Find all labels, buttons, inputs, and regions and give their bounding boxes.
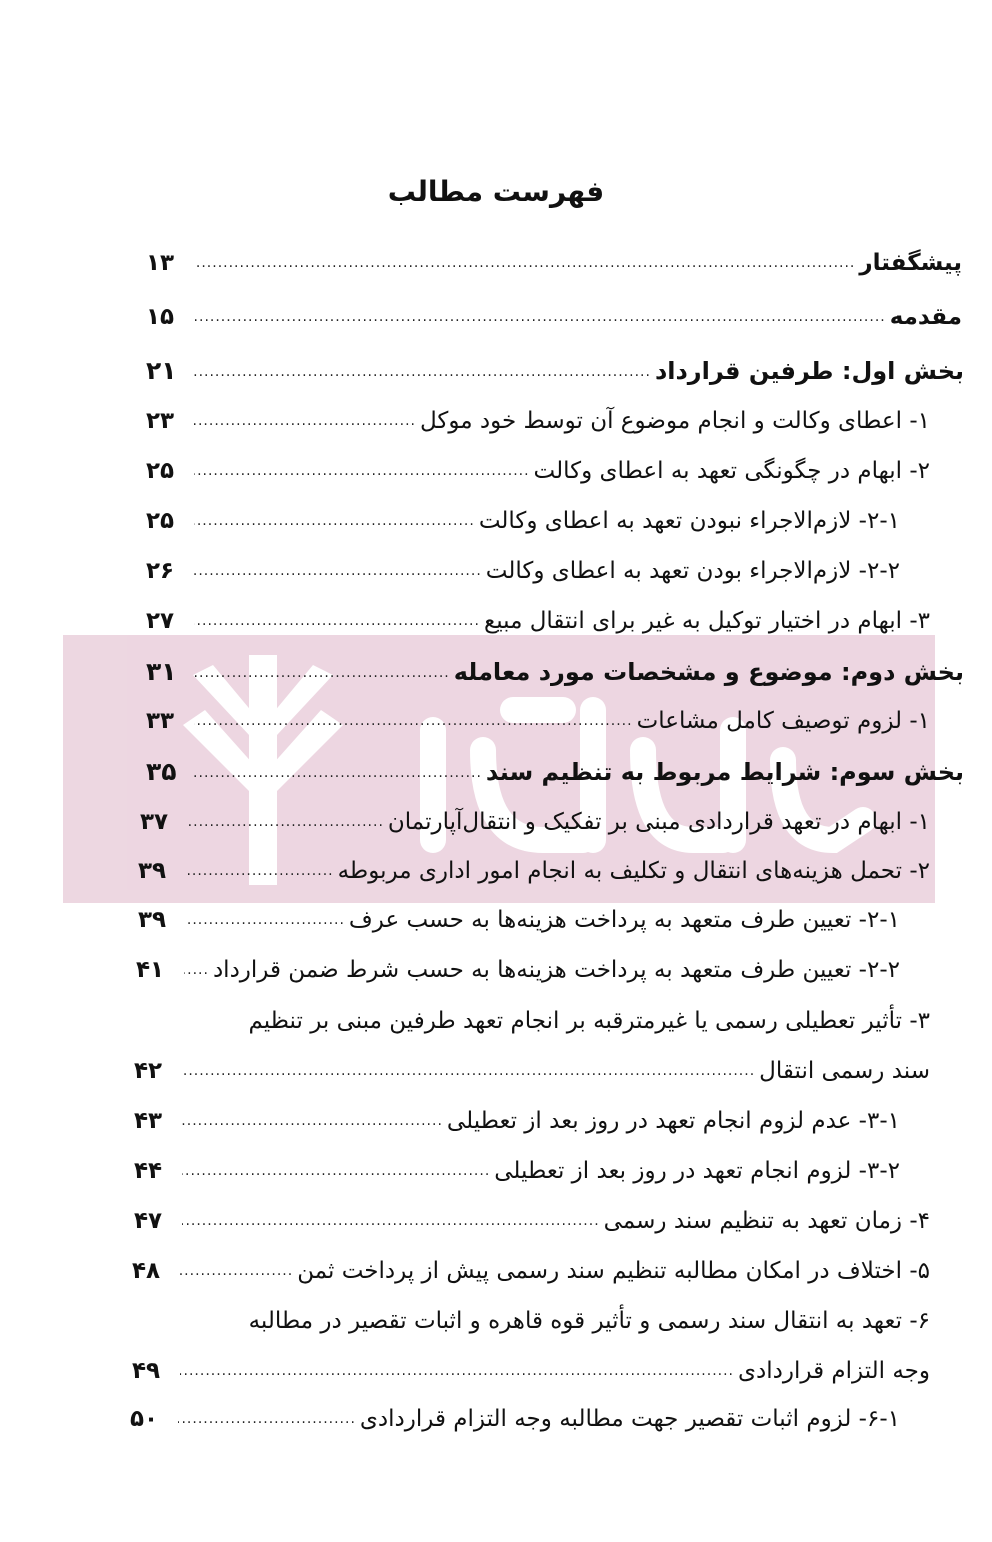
toc-leader-dots: [194, 713, 633, 734]
toc-entry-page: ۲۷: [146, 608, 175, 634]
toc-entry[interactable]: [146, 708, 930, 734]
toc-entry[interactable]: [134, 1158, 900, 1184]
toc-entry-page: ۲۶: [146, 558, 175, 584]
toc-leader-dots: [182, 1213, 600, 1234]
toc-entry[interactable]: [146, 508, 900, 534]
toc-entry-title: ۱- اعطای وکالت و انجام موضوع آن توسط خود موکل: [419, 408, 930, 434]
toc-entry-page: ۴۹: [132, 1358, 161, 1384]
toc-entry[interactable]: [146, 408, 930, 434]
toc-entry-title: ۲- ابهام در چگونگی تعهد به اعطای وکالت: [533, 458, 930, 484]
toc-entry-page: ۳۵: [146, 757, 177, 786]
toc-entry[interactable]: [138, 907, 900, 933]
toc-entry-page: ۱۳: [146, 250, 175, 276]
toc-leader-dots: [194, 309, 886, 330]
toc-leader-dots: [180, 1263, 293, 1284]
toc-entry[interactable]: [146, 608, 930, 634]
toc-entry-page: ۱۵: [146, 304, 175, 330]
toc-entry[interactable]: [132, 1358, 930, 1384]
toc-entry[interactable]: [134, 1108, 900, 1134]
toc-entry-page: ۲۳: [146, 408, 175, 434]
toc-entry[interactable]: [146, 458, 930, 484]
toc-entry[interactable]: [134, 1208, 930, 1234]
toc-section-entry[interactable]: [146, 757, 964, 786]
toc-leader-dots: [194, 665, 450, 686]
toc-section-entry[interactable]: [146, 657, 964, 686]
toc-entry-page: ۴۷: [134, 1208, 163, 1234]
toc-entry-page: ۳۷: [140, 809, 169, 835]
toc-entry-title-line1: ۶- تعهد به انتقال سند رسمی و تأثیر قوه قاهره و اثبات تقصیر در مطالبه: [248, 1308, 930, 1334]
toc-entry-title: ۱- لزوم توصیف کامل مشاعات: [636, 708, 930, 734]
toc-entry-page: ۴۲: [134, 1058, 163, 1084]
toc-entry-title: ۲-۱- لازم‌الاجراء نبودن تعهد به اعطای وکالت: [478, 508, 900, 534]
toc-leader-dots: [180, 1363, 734, 1384]
toc-entry-page: ۳۹: [138, 858, 167, 884]
toc-entry[interactable]: [134, 1058, 930, 1084]
toc-leader-dots: [182, 1063, 755, 1084]
toc-entry-title: ۳- ابهام در اختیار توکیل به غیر برای انتقال مبیع: [483, 608, 930, 634]
toc-entry-title: ۲-۱- تعیین طرف متعهد به پرداخت هزینه‌ها به حسب عرف: [348, 907, 900, 933]
toc-section-entry[interactable]: [146, 356, 964, 385]
toc-leader-dots: [194, 765, 482, 786]
toc-leader-dots: [186, 912, 345, 933]
toc-leader-dots: [194, 463, 530, 484]
toc-entry-title: ۳-۱- عدم لزوم انجام تعهد در روز بعد از تعطیلی: [446, 1108, 900, 1134]
toc-entry[interactable]: [146, 250, 962, 276]
toc-entry-page: ۴۳: [134, 1108, 163, 1134]
toc-entry-page: ۲۵: [146, 508, 175, 534]
toc-entry[interactable]: [138, 858, 930, 884]
toc-entry-title: ۳-۲- لزوم انجام تعهد در روز بعد از تعطیلی: [494, 1158, 900, 1184]
toc-leader-dots: [188, 814, 384, 835]
toc-entry-title: بخش سوم: شرایط مربوط به تنظیم سند: [485, 758, 964, 786]
toc-entry-page: ۲۱: [146, 356, 177, 385]
toc-entry-title: ۱- ابهام در تعهد قراردادی مبنی بر تفکیک و انتقال‌آپارتمان: [387, 809, 930, 835]
toc-entry[interactable]: [136, 957, 900, 983]
toc-entry-title: مقدمه: [889, 304, 962, 330]
toc-entry-page: ۳۹: [138, 907, 167, 933]
toc-entry-title: پیشگفتار: [859, 250, 962, 276]
toc-leader-dots: [178, 1411, 356, 1432]
toc-leader-dots: [194, 513, 475, 534]
toc-entry[interactable]: [130, 1406, 900, 1432]
toc-entry-title: سند رسمی انتقال: [759, 1058, 930, 1084]
toc-leader-dots: [194, 255, 855, 276]
toc-entry-title: ۲- تحمل هزینه‌های انتقال و تکلیف به انجام امور اداری مربوطه: [337, 858, 930, 884]
toc-leader-dots: [182, 1163, 490, 1184]
toc-entry-page: ۴۱: [136, 957, 165, 983]
toc-leader-dots: [194, 563, 482, 584]
toc-entry[interactable]: [132, 1258, 930, 1284]
toc-entry-page: ۴۸: [132, 1258, 161, 1284]
toc-leader-dots: [194, 613, 480, 634]
toc-entry[interactable]: [140, 809, 930, 835]
toc-leader-dots: [194, 413, 416, 434]
page-title: فهرست مطالب: [387, 175, 605, 208]
toc-entry[interactable]: [146, 304, 962, 330]
toc-entry-title: ۵- اختلاف در امکان مطالبه تنظیم سند رسمی پیش از پرداخت ثمن: [297, 1258, 930, 1284]
toc-leader-dots: [194, 364, 651, 385]
toc-entry-page: ۲۵: [146, 458, 175, 484]
toc-entry-page: ۳۳: [146, 708, 175, 734]
toc-entry-title: بخش دوم: موضوع و مشخصات مورد معامله: [453, 658, 964, 686]
toc-entry[interactable]: [146, 558, 900, 584]
toc-leader-dots: [184, 962, 209, 983]
toc-entry-page: ۴۴: [134, 1158, 163, 1184]
toc-entry-title-line1: ۳- تأثیر تعطیلی رسمی یا غیرمترقبه بر انجام تعهد طرفین مبنی بر تنظیم: [248, 1008, 930, 1034]
toc-entry-title: بخش اول: طرفین قرارداد: [654, 357, 964, 385]
toc-entry-title: وجه التزام قراردادی: [738, 1358, 930, 1384]
toc-entry-title: ۲-۲- لازم‌الاجراء بودن تعهد به اعطای وکالت: [485, 558, 900, 584]
toc-entry-page: ۵۰: [130, 1406, 159, 1432]
toc-leader-dots: [186, 863, 334, 884]
toc-entry-title: ۴- زمان تعهد به تنظیم سند رسمی: [603, 1208, 930, 1234]
toc-entry-page: ۳۱: [146, 657, 177, 686]
toc-entry-title: ۲-۲- تعیین طرف متعهد به پرداخت هزینه‌ها به حسب شرط ضمن قرارداد: [212, 957, 900, 983]
toc-leader-dots: [182, 1113, 443, 1134]
toc-entry-title: ۶-۱- لزوم اثبات تقصیر جهت مطالبه وجه التزام قراردادی: [359, 1406, 900, 1432]
